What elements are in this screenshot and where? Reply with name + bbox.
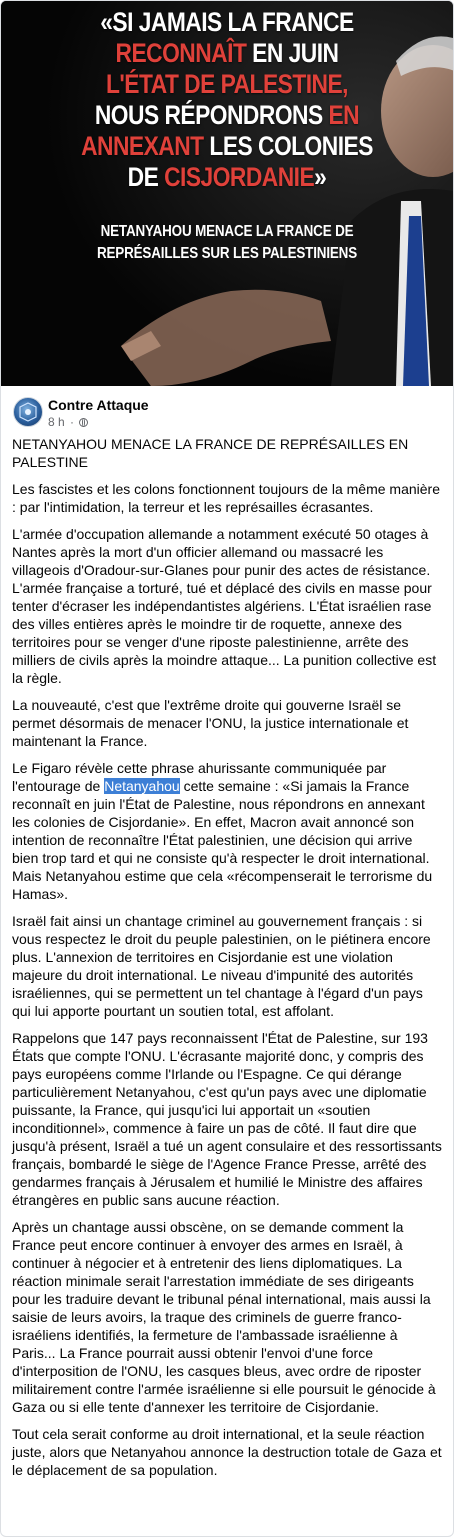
image-subline	[46, 221, 409, 265]
headline-segment: L'ÉTAT DE PALESTINE,	[105, 69, 348, 99]
page-avatar[interactable]	[13, 397, 43, 427]
post-title: NETANYAHOU MENACE LA FRANCE DE REPRÉSAILLES EN PALESTINE	[12, 436, 409, 470]
paragraph-5: Israël fait ainsi un chantage criminel au gouvernement français : si vous respectez le droit du peuple palestinien, on le piétinera encore plus. L'annexion de territoires en Cisjordanie est une violation majeure du droit international. Le niveau d'impunité des autorités israéliennes, qui se permettent un tel chantage à l'égard d'un pays qui lui apporte pourtant un soutien total, est affolant.	[12, 913, 431, 1019]
post-header	[13, 397, 433, 431]
paragraph-6: Rappelons que 147 pays reconnaissent l'État de Palestine, sur 193 États que compte l'ONU. L'écrasante majorité donc, y compris des pays européens comme l'Irlande ou l'Espagne. Ce qui dérange particulièrement Netanyahou, c'est qu'un pays avec une diplomatie puissante, la France, qui jusqu'ici lui apportait un «soutien inconditionnel», commence à faire un pas de côté. Il faut dire que jusqu'à présent, Israël a tué un agent consulaire et des ressortissants français, bombardé le siège de l'Agence France Presse, arrêté des gendarmes français à Jérusalem et humilié le Ministre des affaires étrangères en public sans aucune réaction.	[12, 1030, 442, 1208]
subline-line-2: REPRÉSAILLES SUR LES PALESTINIENS	[96, 245, 358, 262]
headline-segment: ANNEXANT	[81, 131, 204, 161]
paragraph-4	[12, 759, 442, 903]
headline-segment: NOUS RÉPONDRONS	[94, 100, 329, 130]
post-image[interactable]	[1, 1, 453, 386]
image-headline	[41, 7, 413, 193]
headline-line-4	[41, 100, 413, 131]
subline-line-1: NETANYAHOU MENACE LA FRANCE DE	[100, 223, 354, 240]
avatar-logo-icon	[14, 398, 42, 426]
headline-line-3	[41, 69, 413, 100]
headline-line-6	[41, 162, 413, 193]
headline-segment: CISJORDANIE	[164, 162, 315, 192]
paragraph-7: Après un chantage aussi obscène, on se demande comment la France peut encore continuer à envoyer des armes en Israël, à continuer à négocier et à entretenir des liens diplomatiques. La réaction minimale serait l'arrestation immédiate de ses dirigeants pour les traduire devant le tribunal pénal international, mais aussi la saisie de leurs avoirs, la traque des criminels de guerre franco-israéliens identifiés, la fermeture de l'ambassade israélienne à Paris... La France pourrait aussi obtenir l'envoi d'une force d'interposition de l'ONU, les casques bleus, avec ordre de riposter militairement contre l'armée israélienne si elle poursuit le génocide à Gaza ou si elle tente d'annexer les territoire de Cisjordanie.	[12, 1219, 436, 1415]
paragraph-4-start: Le Figaro révèle cette phrase ahurissante communiquée par l'entourage de	[12, 760, 387, 794]
headline-segment: »	[314, 162, 327, 192]
headline-segment: «SI JAMAIS LA FRANCE	[100, 7, 354, 37]
headline-line-1	[41, 7, 413, 38]
post-time-link[interactable]: 8 h	[48, 415, 65, 429]
headline-line-2	[41, 38, 413, 69]
paragraph-4-end: cette semaine : «Si jamais la France reconnaît en juin l'État de Palestine, nous répondrons en annexant les colonies de Cisjordanie». En effet, Macron avait annoncé son intention de reconnaître l'État palestinien, une décision qui arrive bien trop tard et qui ne consiste qu'à respecter le droit international. Mais Netanyahou estime que cela «récompenserait le terrorisme du Hamas».	[12, 778, 433, 902]
post-text	[12, 435, 442, 1488]
headline-segment: LES COLONIES	[203, 131, 373, 161]
post-meta	[48, 415, 88, 429]
globe-icon	[79, 418, 88, 427]
headline-segment: DE	[127, 162, 165, 192]
paragraph-2: L'armée d'occupation allemande a notamment exécuté 50 otages à Nantes après la mort d'un officier allemand ou massacré les villageois d'Oradour-sur-Glanes pour punir des actes de résistance. L'armée française a torturé, tué et déplacé des civils en masse pour tenter d'écraser les indépendantistes algériens. L'État israélien rase des villes entières après le moindre tir de roquette, annexe des territoires pour se venger d'une riposte palestinienne, arrête des milliers de civils après la moindre attaque... La punition collective est la règle.	[12, 526, 437, 686]
meta-separator: ·	[70, 415, 75, 429]
headline-segment: EN JUIN	[246, 38, 339, 68]
paragraph-1: Les fascistes et les colons fonctionnent toujours de la même manière : par l'intimidation, la terreur et les représailles écrasantes.	[12, 481, 441, 515]
selected-text-netanyahou[interactable]: Netanyahou	[104, 778, 180, 794]
paragraph-3: La nouveauté, c'est que l'extrême droite qui gouverne Israël se permet désormais de menacer l'ONU, la justice internationale et maintenant la France.	[12, 697, 409, 749]
paragraph-8: Tout cela serait conforme au droit international, et la seule réaction juste, alors que Netanyahou annonce la destruction totale de Gaza et le déplacement de sa population.	[12, 1426, 442, 1478]
page-name-link[interactable]: Contre Attaque	[48, 397, 149, 413]
headline-segment: EN	[328, 100, 360, 130]
headline-line-5	[41, 131, 413, 162]
headline-segment: RECONNAÎT	[115, 38, 247, 68]
